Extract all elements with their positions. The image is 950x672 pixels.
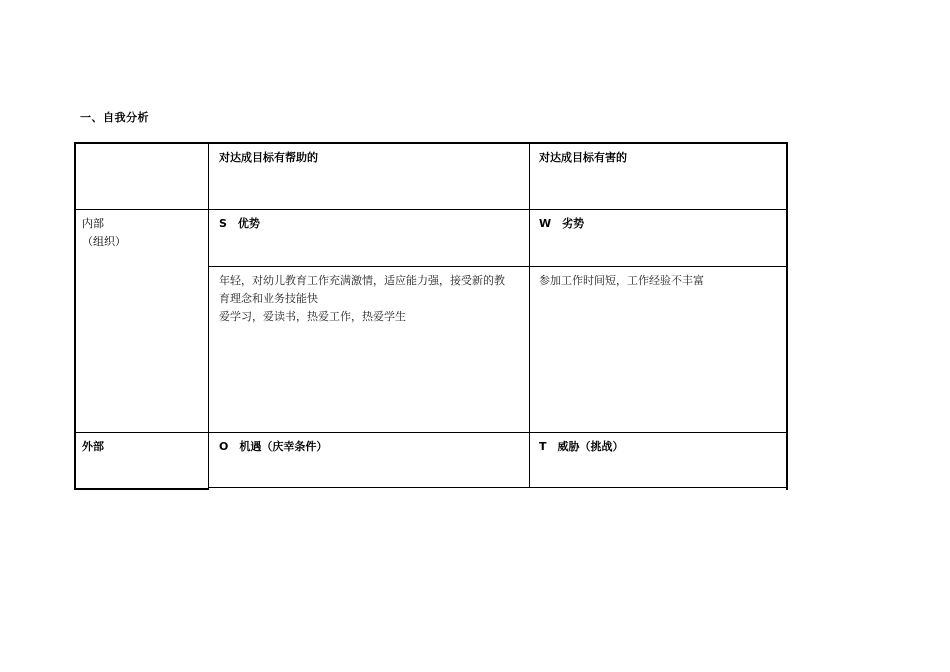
threats-heading: T 威胁（挑战） — [539, 440, 624, 453]
internal-label-text: 内部 — [82, 217, 104, 230]
internal-label-sub: （组织） — [82, 235, 126, 248]
strengths-content — [219, 272, 527, 326]
table-border-bottom-left — [74, 488, 209, 490]
strengths-heading: S 优势 — [219, 217, 260, 230]
strengths-line: 育理念和业务技能快 — [219, 292, 318, 305]
header-harmful: 对达成目标有害的 — [539, 151, 627, 164]
weaknesses-heading: W 劣势 — [539, 217, 585, 230]
section-title: 一、自我分析 — [80, 111, 149, 124]
strengths-line: 爱学习，爱读书，热爱工作，热爱学生 — [219, 310, 406, 323]
table-border-right — [786, 142, 788, 490]
column-divider-1 — [208, 142, 209, 490]
row-divider-external — [74, 432, 788, 433]
strengths-line: 年轻，对幼儿教育工作充满激情，适应能力强，接受新的教 — [219, 274, 505, 287]
row-divider-header — [74, 209, 788, 210]
table-border-left — [74, 142, 76, 490]
header-helpful: 对达成目标有帮助的 — [219, 151, 318, 164]
table-border-top — [74, 142, 788, 144]
opportunities-heading: O 机遇（庆幸条件） — [219, 440, 328, 453]
weaknesses-content: 参加工作时间短，工作经验不丰富 — [539, 274, 704, 287]
swot-table — [74, 142, 788, 490]
internal-label — [82, 215, 126, 251]
row-divider-sw-heading — [209, 266, 788, 267]
table-border-bottom — [209, 487, 788, 488]
external-label: 外部 — [82, 440, 104, 453]
column-divider-2 — [529, 142, 530, 487]
